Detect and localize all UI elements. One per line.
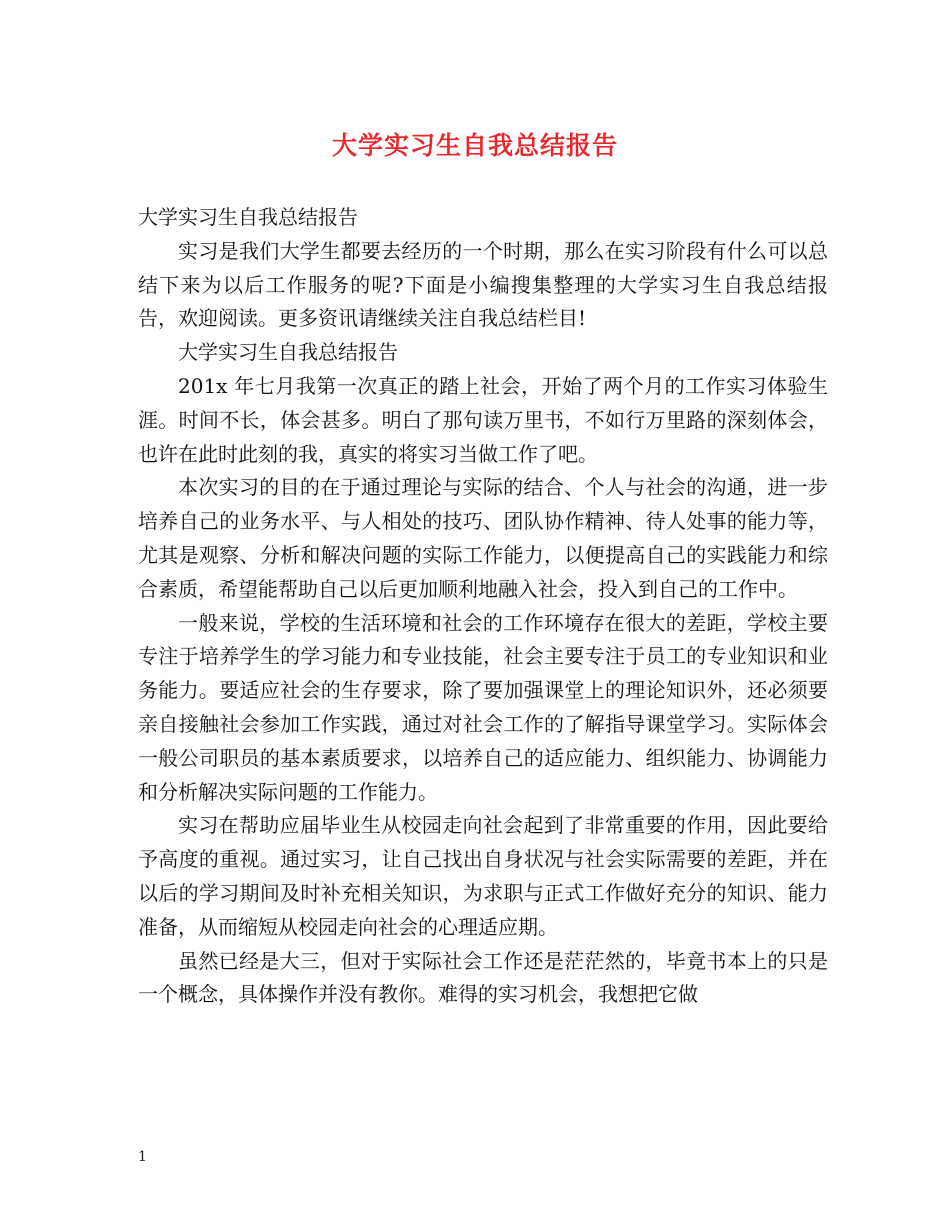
document-title: 大学实习生自我总结报告 <box>331 131 618 160</box>
paragraph-importance: 实习在帮助应届毕业生从校园走向社会起到了非常重要的作用，因此要给予高度的重视。通过实习，让自己找出自身状况与社会实际需要的差距，并在以后的学习期间及时补充相关知识，为求职与正式工作做好充分的知识、能力准备，从而缩短从校园走向社会的心理适应期。 <box>138 813 828 939</box>
paragraph-intro: 实习是我们大学生都要去经历的一个时期，那么在实习阶段有什么可以总结下来为以后工作服务的呢?下面是小编搜集整理的大学实习生自我总结报告，欢迎阅读。更多资讯请继续关注自我总结栏目! <box>138 238 828 331</box>
section-heading: 大学实习生自我总结报告 <box>138 205 358 229</box>
page-number: 1 <box>138 1149 147 1165</box>
paragraph-purpose: 本次实习的目的在于通过理论与实际的结合、个人与社会的沟通，进一步培养自己的业务水平、与人相处的技巧、团队协作精神、待人处事的能力等，尤其是观察、分析和解决问题的实际工作能力，以便提高自己的实践能力和综合素质，希望能帮助自己以后更加顺利地融入社会，投入到自己的工作中。 <box>138 475 828 601</box>
paragraph-junior-year: 虽然已经是大三，但对于实际社会工作还是茫茫然的，毕竟书本上的只是一个概念，具体操作并没有教你。难得的实习机会，我想把它做 <box>138 948 828 1007</box>
paragraph-first-step: 201x 年七月我第一次真正的踏上社会，开始了两个月的工作实习体验生涯。时间不长，体会甚多。明白了那句读万里书，不如行万里路的深刻体会，也许在此时此刻的我，真实的将实习当做工作了吧。 <box>138 373 828 466</box>
paragraph-repeat-heading: 大学实习生自我总结报告 <box>178 340 398 365</box>
document-body <box>138 201 828 1012</box>
paragraph-school-vs-society: 一般来说，学校的生活环境和社会的工作环境存在很大的差距，学校主要专注于培养学生的学习能力和专业技能，社会主要专注于员工的专业知识和业务能力。要适应社会的生存要求，除了要加强课堂上的理论知识外，还必须要亲自接触社会参加工作实践，通过对社会工作的了解指导课堂学习。实际体会一般公司职员的基本素质要求，以培养自己的适应能力、组织能力、协调能力和分析解决实际问题的工作能力。 <box>138 610 828 804</box>
